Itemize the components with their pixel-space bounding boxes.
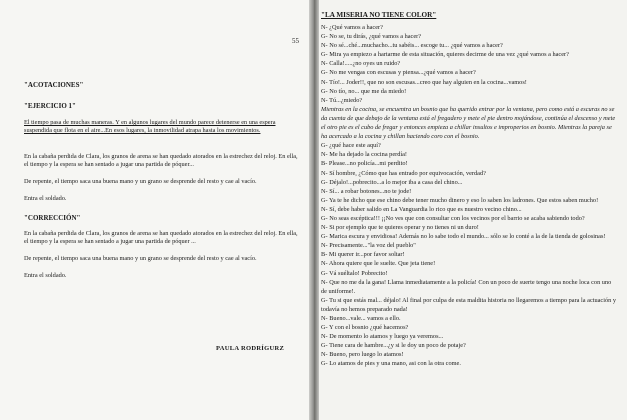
lead-paragraph: El tiempo pasa de muchas maneras. Y en algunos lugares del mundo parece detenerse en una espera suspendida que flota en el aire...En esos lugares, la inmovilidad atrapa hasta los movimientos. [24, 119, 276, 134]
dialogue-line: G- Tiene cara de hambre...¿y si le doy un poco de potaje? [321, 342, 466, 350]
dialogue-line: G- Y con el bosnio ¿qué hacemos? [321, 324, 409, 332]
correccion-heading: "CORRECCIÓN" [24, 214, 81, 222]
dialogue-line: N- Tú...¿miedo? [321, 96, 363, 104]
dialogue-line: G- No tío, no... que me da miedo! [321, 87, 407, 95]
dialogue-line: B- Please...no policía...mi perdito! [321, 160, 408, 168]
dialogue-line: N- Tío!... Joder!!, que no son escusas...creo que hay alguien en la cocina...vamos! [321, 78, 527, 86]
dialogue-line: G- Marica escura y envidiosa! Además no lo sabe todo el mundo... sólo se lo conté a la de la tienda de golosinas! [321, 233, 606, 241]
dialogue-line: N- Que no me da la gana! Llama inmediatamente a la policía! Con un poco de suerte tengo una noche loca con uno de uniforme!. [321, 278, 612, 295]
dialogue-line: N- Sí, debe haber salido en La Vanguardia lo rico que es nuestro vecino chino... [321, 205, 522, 213]
dialogue-line: N- Sí... a robar botones...no te jode! [321, 187, 412, 195]
dialogue-line: G- Tu si que estás mal... déjalo! Al final por culpa de esta maldita historia no llegaremos a tiempo para la actuación y todavía no hemos preparado nada! [321, 296, 616, 313]
page-number: 55 [292, 37, 299, 45]
dialogue-line: G- Ya te he dicho que ese chino debe tener mucho dinero y eso lo saben los ladrones. Que estos saben mucho! [321, 196, 599, 204]
dialogue-line: G- Déjalo!...pobrecito...a lo mejor iba a casa del chino... [321, 178, 463, 186]
dialogue-line: N- Si por ejemplo que te quieres operar y no tienes ni un duro! [321, 224, 479, 232]
correccion-paragraph-1: En la cabaña perdida de Clara, los granos de arena se han quedado atorados en la estrechez del reloj. En ella, el tiempo y la espera se han sentado a jugar una partida de póquer ... [24, 230, 298, 245]
stage-direction: Mientras en la cocina, se encuentra un bosnio que ha querido entrar por la ventana, pero como está a escuras no se da cuenta de que debajo de la ventana está el fregadero y mete el pie dentro mojándose, continúa el descenso y mete el otro pie es el cubo de fregar y entonces empieza a chillar insultos e improperios en bosnio. Mientras la pareja se ha acercado a la cocina y chillan haciendo coro con el bosnio. [321, 105, 616, 141]
dialogue-line: N- ¿Qué vamos a hacer? [321, 24, 383, 31]
dialogue-line: G- ¿qué hace este aquí? [321, 142, 381, 150]
dialogue-line: G- Mira ya empiezo a hartarme de esta situación, quieres decirme de una vez ¿qué vamos a hacer? [321, 51, 569, 59]
dialogue-line: N- Precisamente..."la voz del pueblo" [321, 242, 416, 250]
dialogue-line: N- Calla!.....¿no oyes un ruido? [321, 60, 401, 68]
dialogue-block [321, 23, 617, 369]
dialogue-line: N- Sí hombre, ¿Cómo que has entrado por equivocación, verdad? [321, 169, 486, 177]
dialogue-line: G- Vá suéltalo! Pobrecito! [321, 269, 388, 277]
paragraph-3: Entra el soldado. [24, 195, 67, 202]
dialogue-line: G- No seas escéptica!!! ¡¡No ves que con consultar con los vecinos por el barrio se acaba sabiendo todo? [321, 214, 585, 222]
dialogue-line: N- No sé...ché...muchacho...tu sabéis... escoge tu... ¿qué vamos a hacer? [321, 42, 503, 50]
left-page [0, 0, 312, 420]
dialogue-line: N- Bueno...vale... vamos a ello. [321, 315, 401, 322]
dialogue-line: N- Bueno, pero luego lo atamos! [321, 351, 404, 359]
dialogue-line: N- De momento lo atamos y luego ya veremos... [321, 333, 444, 341]
correccion-paragraph-2: De repente, el tiempo saca una buena mano y un grano se desprende del resto y cae al vacío. [24, 255, 257, 262]
dialogue-line: B- Mi querer ir...por favor soltar! [321, 251, 405, 259]
paragraph-1: En la cabaña perdida de Clara, los granos de arena se han quedado atorados en la estrechez del reloj. En ella, el tiempo y la espera se han sentado a jugar una partida de póquer... [24, 153, 298, 168]
correccion-paragraph-3: Entra el soldado. [24, 272, 67, 279]
author-signature: PAULA RODRÍGURZ [216, 345, 285, 352]
paragraph-2: De repente, el tiempo saca una buena mano y un grano se desprende del resto y cae al vacío. [24, 178, 257, 185]
dialogue-line: N- Me ha dejado la cocina perdía! [321, 151, 408, 159]
play-title: "LA MISERIA NO TIENE COLOR" [321, 11, 437, 19]
ejercicio-heading: "EJERCICIO 1" [24, 102, 76, 110]
acotaciones-heading: "ACOTACIONES" [24, 81, 84, 89]
dialogue-line: G- No me vengas con escusas y piensa...¿qué vamos a hacer? [321, 69, 476, 77]
dialogue-line: N- Ahora quiere que le suelte. Que jeta tiene! [321, 260, 436, 268]
dialogue-line: G- No se, tu dirás, ¿qué vamos a hacer? [321, 33, 422, 41]
dialogue-line: G- Lo atamos de pies y una mano, asi con la otra come. [321, 360, 461, 368]
book-gutter [309, 0, 319, 420]
